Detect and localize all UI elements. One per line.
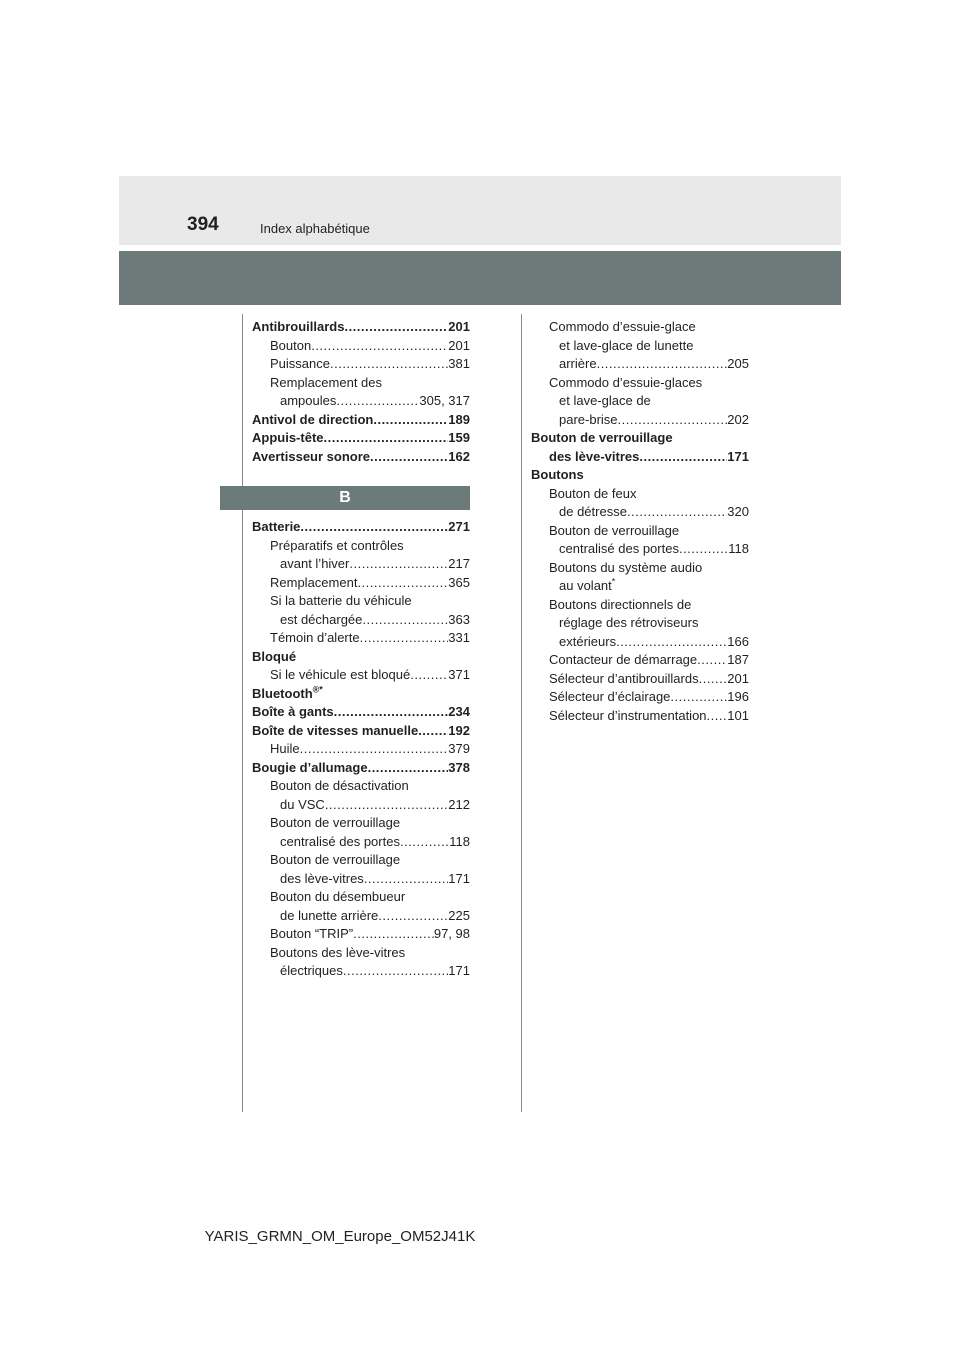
index-entry-text: Bouton de désactivation [270,778,409,793]
index-entry [531,633,749,652]
index-entry [531,429,749,448]
index-page-ref: 166 [727,633,749,649]
header-band [119,176,841,245]
dot-leader [679,540,728,559]
index-entry [531,392,749,411]
index-entry [531,503,749,522]
index-entry [531,540,749,559]
index-page-ref: 189 [448,411,470,427]
index-entry [252,740,470,759]
index-entry-text: et lave-glace de [559,393,651,408]
index-entry [531,337,749,356]
index-entry-text: Sélecteur d’antibrouillards [549,670,699,686]
index-entry [531,688,749,707]
dot-leader [670,688,727,707]
index-entry [252,962,470,981]
dot-leader [357,574,448,593]
index-entry-text: Bluetooth®* [252,684,323,701]
dot-leader [353,925,434,944]
index-entry [531,318,749,337]
index-page-ref: 381 [448,356,470,371]
dot-leader [400,833,449,852]
index-entry [252,392,470,411]
index-entry [531,651,749,670]
index-entry-text: Bougie d’allumage [252,759,368,775]
index-page-ref: 171 [727,448,749,464]
index-entry-text: Sélecteur d’instrumentation [549,707,707,723]
index-entry [252,925,470,944]
index-entry-text: Commodo d’essuie-glace [549,319,696,334]
column-rule-right [521,314,522,1112]
index-entry-text: Avertisseur sonore [252,448,371,464]
column-rule-left [242,314,243,1112]
index-entry-text: Bouton de verrouillage [270,852,401,867]
dot-leader [699,670,728,689]
index-entry [531,485,749,504]
index-page-ref: 159 [448,430,470,445]
index-entry-text: centralisé des portes [280,833,400,849]
index-page-ref: 101 [727,707,749,723]
dot-leader [618,411,728,430]
index-entry-text: Bloqué [252,648,297,664]
index-entry [531,448,749,467]
dot-leader [364,870,448,889]
index-column-right [531,318,749,725]
footer-doc-id: YARIS_GRMN_OM_Europe_OM52J41K [204,1228,476,1245]
index-entry-text: est déchargée [280,611,363,627]
index-entry [252,592,470,611]
index-entry-text: Batterie [252,519,301,534]
index-page-ref: 196 [727,689,749,704]
dot-leader [370,448,448,467]
index-entry [252,611,470,630]
dot-leader [344,318,448,337]
index-entry-text: Boutons du système audio [549,559,703,575]
index-page-ref: 305, 317 [419,393,470,408]
index-entry-text: extérieurs [559,633,617,649]
dot-leader [300,740,449,759]
index-page-ref: 97, 98 [433,926,470,941]
index-page-ref: 171 [448,870,470,886]
index-entry-text: Témoin d’alerte [270,630,360,645]
index-entry [531,577,749,596]
index-entry-text: réglage des rétroviseurs [559,615,699,630]
index-page-ref: 201 [448,319,470,334]
index-entry-text: Huile [270,741,300,756]
index-entry-text: Commodo d’essuie-glaces [549,374,703,390]
dot-leader [697,651,727,670]
index-entry [531,707,749,726]
index-entry-text: Bouton de verrouillage [531,430,673,445]
index-entry-text: Antibrouillards [252,319,345,334]
index-entry [252,448,470,467]
index-entry [252,411,470,430]
index-entry [252,870,470,889]
index-page-ref: 271 [448,519,470,534]
dot-leader [330,355,448,374]
index-page-ref: 201 [727,670,749,686]
index-entry-text: au volant* [559,576,616,593]
index-entry [252,944,470,963]
index-entry [252,759,470,778]
index-entry [252,814,470,833]
index-page-ref: 217 [448,556,470,571]
index-entry-text: Préparatifs et contrôles [270,537,404,553]
index-entry [252,722,470,741]
index-entry [531,614,749,633]
dot-leader [368,759,449,778]
index-entry [252,337,470,356]
index-entry-text: Remplacement [270,574,358,590]
index-entry-text: Remplacement des [270,374,382,390]
index-entry-text: Boutons [531,467,584,482]
index-entry [252,833,470,852]
index-entry [252,907,470,926]
index-page-ref: 205 [727,356,749,371]
index-entry-text: et lave-glace de lunette [559,337,694,353]
index-page-ref: 201 [448,337,470,353]
dot-leader [616,633,727,652]
index-entry-text: Boutons directionnels de [549,596,692,612]
index-entry-text: pare-brise [559,411,618,427]
index-entry [252,796,470,815]
index-page-ref: 379 [448,741,470,756]
header-dark-band [119,251,841,305]
dot-leader [362,611,448,630]
index-entry-text: Sélecteur d’éclairage [549,689,671,704]
index-entry [252,777,470,796]
index-entry [252,648,470,667]
index-entry-text: Si la batterie du véhicule [270,593,412,608]
index-entry [252,537,470,556]
index-page-ref: 371 [448,667,470,682]
index-entry [531,559,749,578]
index-page-ref: 365 [448,574,470,590]
section-title: Index alphabétique [260,221,370,236]
index-entry-text: avant l’hiver [280,556,350,571]
index-entry-text: Boîte de vitesses manuelle [252,722,419,738]
index-entry-text: centralisé des portes [559,541,679,556]
index-entry-text: Si le véhicule est bloqué [270,667,411,682]
dot-leader [378,907,448,926]
index-entry-text: Bouton “TRIP” [270,926,354,941]
dot-leader [410,666,448,685]
index-entry-text: ampoules [280,393,337,408]
index-entry [252,685,470,704]
index-page-ref: 118 [728,541,749,556]
index-page-ref: 171 [448,963,470,978]
dot-leader [343,962,448,981]
index-entry [252,429,470,448]
index-entry-text: électriques [280,963,343,978]
index-entry [252,666,470,685]
index-page-ref: 225 [448,907,470,923]
index-entry-text: de détresse [559,504,627,519]
index-page-ref: 162 [448,448,470,464]
index-page-ref: 378 [448,759,470,775]
index-entry [531,596,749,615]
index-entry-text: Bouton [270,337,312,353]
index-entry-text: des lève-vitres [280,870,364,886]
index-entry [531,355,749,374]
index-entry-text: Boutons des lève-vitres [270,944,406,960]
index-entry-text: Puissance [270,356,330,371]
index-page-ref: 320 [727,504,749,519]
index-entry [531,670,749,689]
index-entry-text: des lève-vitres [549,448,640,464]
index-column-left [252,318,470,981]
dot-leader [627,503,727,522]
dot-leader [373,411,448,430]
dot-leader [334,703,449,722]
dot-leader [418,722,448,741]
dot-leader [336,392,419,411]
dot-leader [360,629,449,648]
index-entry [531,374,749,393]
index-entry-text: Boîte à gants [252,704,334,719]
dot-leader [324,429,449,448]
index-entry [252,888,470,907]
dot-leader [325,796,448,815]
index-entry [252,318,470,337]
dot-leader [639,448,727,467]
index-entry-text: Contacteur de démarrage [549,652,698,667]
index-entry [531,522,749,541]
index-entry [252,703,470,722]
page-number: 394 [187,214,219,235]
index-entry [531,411,749,430]
dot-leader [707,707,728,726]
index-entry-text: Antivol de direction [252,411,374,427]
index-page-ref: 118 [449,833,470,849]
dot-leader [349,555,448,574]
index-entry [252,555,470,574]
index-entry-text: du VSC [280,796,325,812]
index-page-ref: 363 [448,611,470,627]
index-entry [252,629,470,648]
dot-leader [311,337,448,356]
index-entry [252,374,470,393]
index-entry-text: Bouton de feux [549,485,637,501]
index-entry [252,518,470,537]
dot-leader [597,355,728,374]
section-letter-b: B [220,486,470,510]
index-page-ref: 202 [727,411,749,427]
index-page-ref: 331 [448,630,470,645]
index-page-ref: 212 [448,796,470,812]
index-page-ref: 187 [727,652,749,667]
index-entry-text: Bouton de verrouillage [549,522,680,538]
index-page-ref: 192 [448,722,470,738]
index-page-ref: 234 [448,704,470,719]
index-entry [252,355,470,374]
index-entry [252,851,470,870]
index-entry-text: de lunette arrière [280,907,379,923]
dot-leader [300,518,448,537]
index-entry [531,466,749,485]
index-entry-text: Bouton de verrouillage [270,815,401,830]
index-entry-text: Appuis-tête [252,430,324,445]
index-entry [252,574,470,593]
index-entry-text: arrière [559,356,597,371]
index-entry-text: Bouton du désembueur [270,889,406,904]
